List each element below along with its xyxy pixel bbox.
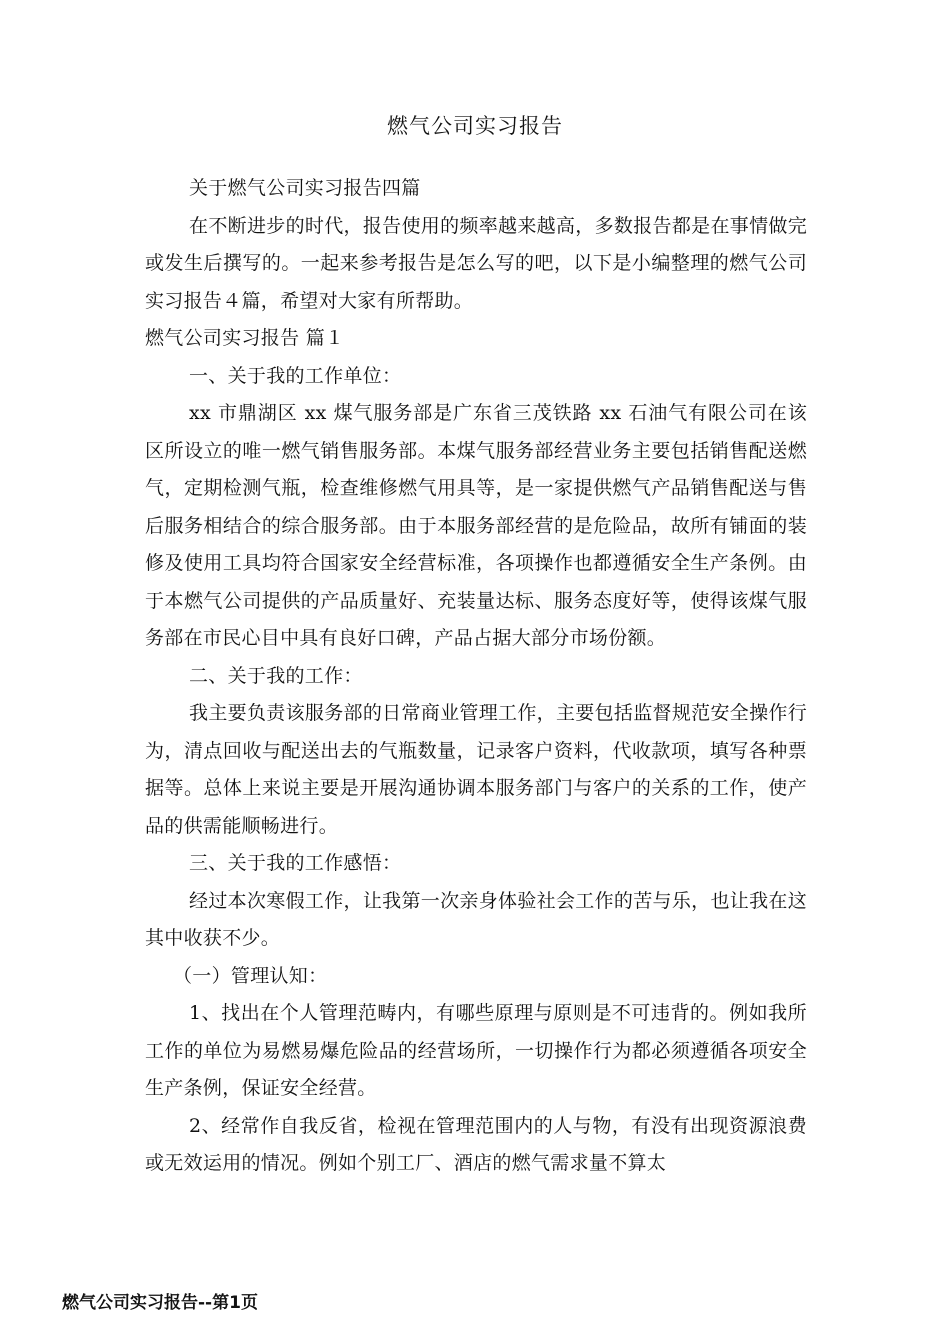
paragraph: 一、关于我的工作单位： xyxy=(189,364,402,387)
paragraph: xx 市鼎湖区 xx 煤气服务部是广东省三茂铁路 xx 石油气有限公司在该区所设立的唯一燃气销售服务部。本煤气服务部经营业务主要包括销售配送燃气，定期检测气瓶，检查维修燃气用具等，是一家提供燃气产品销售配送与售后服务相结合的综合服务部。由于本服务部经营的是危险品，故所有铺面的装修及使用工具均符合国家安全经营标准，各项操作也都遵循安全生产条例。由于本燃气公司提供的产品质量好、充装量达标、服务态度好等，使得该煤气服务部在市民心目中具有良好口碑，产品占据大部分市场份额。 xyxy=(145,402,807,649)
paragraph: 我主要负责该服务部的日常商业管理工作，主要包括监督规范安全操作行为，清点回收与配送出去的气瓶数量，记录客户资料，代收款项，填写各种票据等。总体上来说主要是开展沟通协调本服务部门与客户的关系的工作，使产品的供需能顺畅进行。 xyxy=(145,702,807,837)
paragraph: 2、经常作自我反省，检视在管理范围内的人与物，有没有出现资源浪费或无效运用的情况。例如个别工厂、酒店的燃气需求量不算太 xyxy=(145,1114,807,1174)
paragraph: 三、关于我的工作感悟： xyxy=(189,852,402,874)
paragraph: 二、关于我的工作： xyxy=(189,664,363,687)
paragraph: 关于燃气公司实习报告四篇 xyxy=(189,177,421,199)
document-title: 燃气公司实习报告 xyxy=(387,114,563,138)
page-footer: 燃气公司实习报告--第1页 xyxy=(62,1293,258,1313)
section-heading: 燃气公司实习报告 篇１ xyxy=(145,327,345,349)
paragraph: 1、找出在个人管理范畴内，有哪些原理与原则是不可违背的。例如我所工作的单位为易燃易爆危险品的经营场所，一切操作行为都必须遵循各项安全生产条例，保证安全经营。 xyxy=(145,1002,807,1099)
paragraph: 在不断进步的时代，报告使用的频率越来越高，多数报告都是在事情做完或发生后撰写的。一起来参考报告是怎么写的吧，以下是小编整理的燃气公司实习报告４篇，希望对大家有所帮助。 xyxy=(145,214,807,312)
paragraph: （一）管理认知： xyxy=(173,964,328,987)
paragraph: 经过本次寒假工作，让我第一次亲身体验社会工作的苦与乐，也让我在这其中收获不少。 xyxy=(145,889,807,949)
document-body xyxy=(145,170,807,1183)
